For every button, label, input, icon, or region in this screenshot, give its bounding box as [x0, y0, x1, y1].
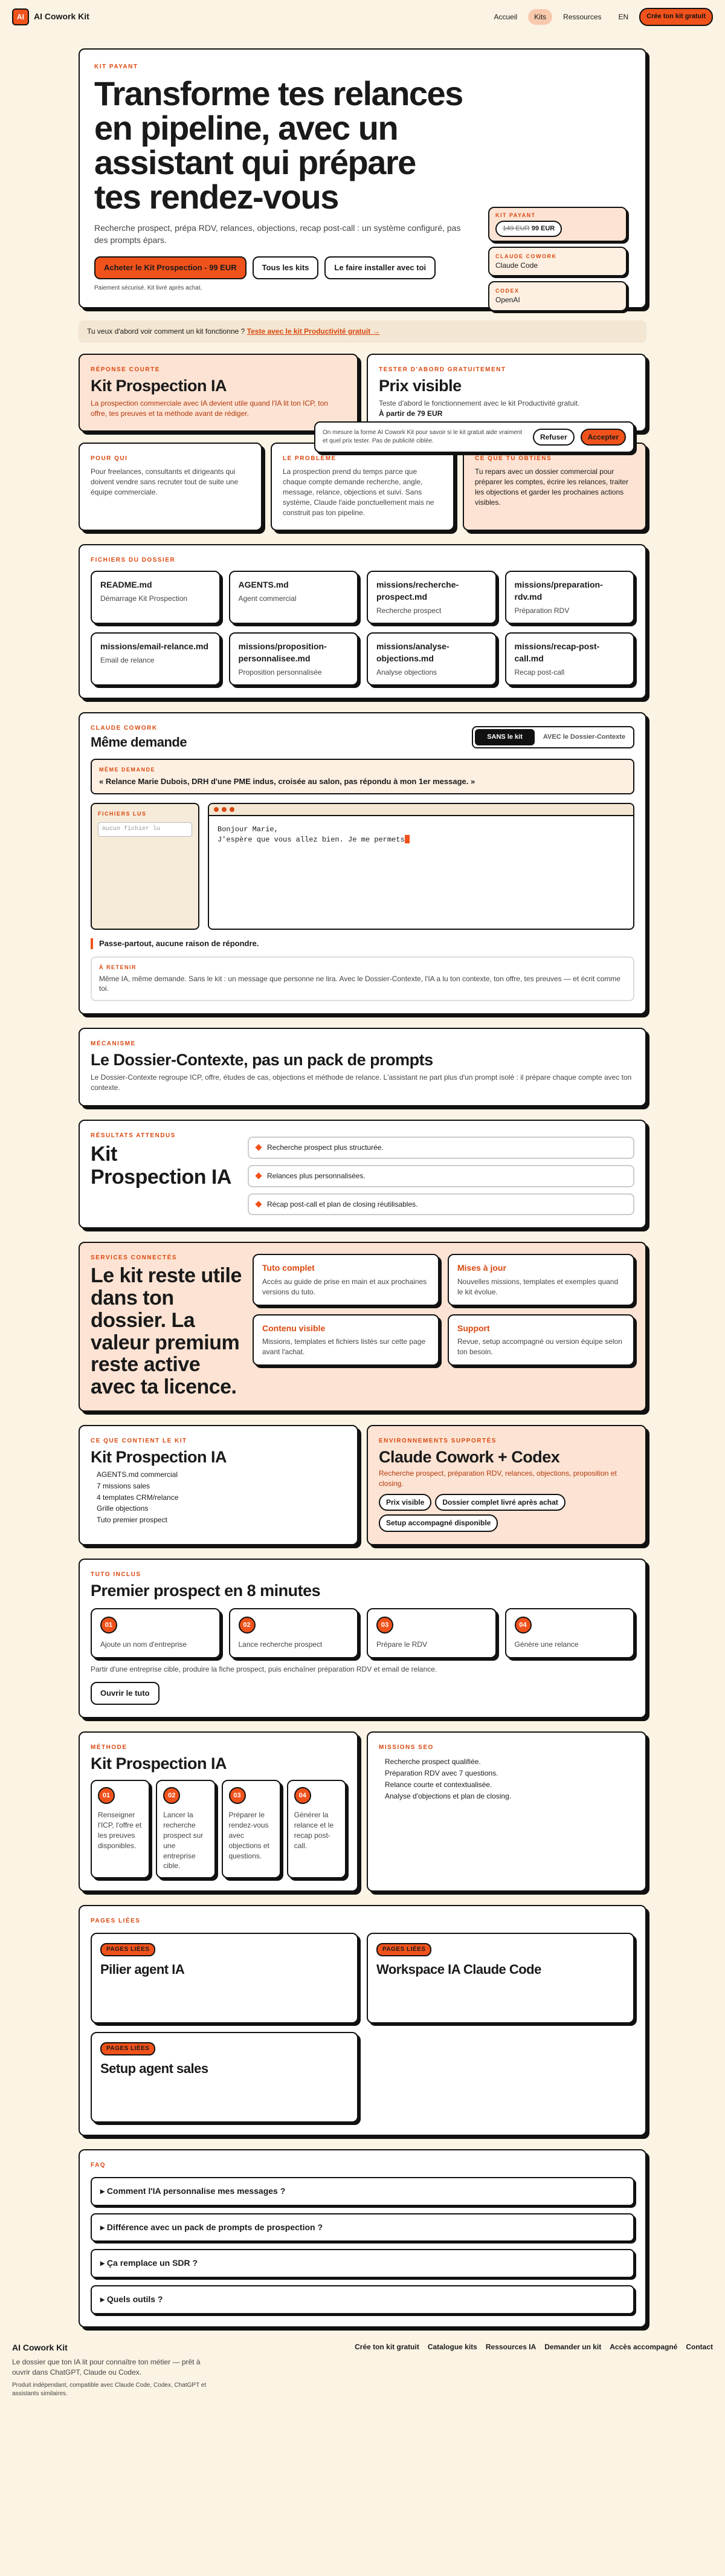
tuto-step [229, 1608, 359, 1658]
files-read-panel [91, 803, 199, 930]
mechanism-kicker: MÉCANISME [91, 1040, 136, 1048]
step-text: Générer la relance et le recap post-call. [294, 1811, 334, 1850]
faq-question: Différence avec un pack de prompts de prospection ? [106, 2222, 323, 2232]
why-text: La prospection prend du temps parce que chaque compte demande recherche, angle, message, relance, objections et suivi. Sans système, Claude l'aide ponctuellement mais ne construit pas ton pipeline. [283, 467, 434, 517]
step-number: 02 [239, 1617, 256, 1634]
related-badge: PAGES LIÉES [100, 2042, 155, 2055]
why-text: Tu repars avec un dossier commercial pour préparer les comptes, écrire les relances, traiter les objections et garder les prochaines actions visibles. [475, 467, 629, 507]
tuto-step [505, 1608, 635, 1658]
request-kicker: MÊME DEMANDE [99, 767, 156, 773]
short-kicker: RÉPONSE COURTE [91, 366, 160, 373]
method-title: Kit Prospection IA [91, 1754, 227, 1773]
env-pill: Dossier complet livré après achat [435, 1494, 565, 1511]
files-section [79, 544, 646, 699]
result-item [248, 1193, 634, 1216]
nav-link-accueil[interactable]: Accueil [494, 12, 518, 21]
env1-value: Claude Code [495, 261, 538, 270]
env1-label: CLAUDE COWORK [495, 253, 557, 259]
contents-kicker: CE QUE CONTIENT LE KIT [91, 1437, 187, 1444]
faq-question: Quels outils ? [106, 2294, 163, 2304]
step-text: Prépare le RDV [376, 1640, 428, 1649]
faq-item[interactable] [91, 2213, 634, 2242]
demo-section [79, 712, 646, 1014]
service-title: Tuto complet [262, 1263, 315, 1273]
file-card[interactable] [229, 571, 359, 624]
files-read-kicker: FICHIERS LUS [98, 810, 147, 817]
tuto-section [79, 1559, 646, 1718]
service-text: Accès au guide de prise en main et aux prochaines versions du tuto. [262, 1277, 427, 1296]
seo-item: Préparation RDV avec 7 questions. [385, 1768, 498, 1777]
toggle-with-kit[interactable]: AVEC le Dossier-Contexte [543, 733, 625, 741]
method-card [79, 1731, 358, 1892]
env-pill: Prix visible [379, 1494, 431, 1511]
service-card [253, 1254, 439, 1305]
results-kicker: RÉSULTATS ATTENDUS [91, 1132, 176, 1139]
file-name: missions/preparation-rdv.md [514, 580, 603, 602]
service-card [448, 1254, 634, 1305]
retain-text: Même IA, même demande. Sans le kit : un message que personne ne lira. Avec le Dossier-Contexte, l'IA a lu ton contexte, ton offre, tes preuves — et écrit comme toi. [99, 974, 620, 993]
short-answer-card [79, 354, 358, 432]
result-item [248, 1165, 634, 1187]
footer-link[interactable]: Accès accompagné [610, 2342, 678, 2351]
demo-request [91, 759, 634, 794]
file-desc: Email de relance [100, 656, 155, 664]
price-label: KIT PAYANT [495, 212, 536, 218]
related-card[interactable] [91, 1933, 358, 2023]
file-desc: Recap post-call [514, 667, 565, 676]
results-title: Kit Prospection IA [91, 1143, 231, 1189]
hero-subtitle: Recherche prospect, prépa RDV, relances, objections, recap post-call : un système configuré, pas des prompts épars. [94, 223, 461, 245]
secure-note: Paiement sécurisé. Kit livré après achat. [94, 284, 202, 291]
env2-label: CODEX [495, 288, 520, 294]
price-card [488, 207, 627, 242]
short-title: Kit Prospection IA [91, 376, 227, 395]
faq-question: Ça remplace un SDR ? [106, 2258, 198, 2268]
envs-text: Recherche prospect, préparation RDV, relances, objections, proposition et closing. [379, 1468, 617, 1488]
mechanism-section [79, 1028, 646, 1106]
file-desc: Proposition personnalisée [238, 667, 322, 676]
footer-legal: Produit indépendant, compatible avec Claude Code, Codex, ChatGPT et assistants similaires. [12, 2381, 207, 2397]
price-pill [495, 221, 562, 237]
seo-item: Analyse d'objections et plan de closing. [385, 1791, 512, 1800]
diamond-icon [255, 1201, 262, 1207]
step-text: Renseigner l'ICP, l'offre et les preuves disponibles. [98, 1811, 142, 1850]
services-title: Le kit reste utile dans ton dossier. La valeur premium reste active avec ta licence. [91, 1264, 242, 1398]
request-text: « Relance Marie Dubois, DRH d'une PME indus, croisée au salon, pas répondu à mon 1er message. » [99, 776, 475, 786]
output-line: Bonjour Marie, [218, 825, 279, 834]
faq-item[interactable] [91, 2249, 634, 2278]
results-section [79, 1120, 646, 1228]
seo-item: Relance courte et contextualisée. [385, 1780, 492, 1789]
service-title: Contenu visible [262, 1323, 326, 1333]
step-number: 01 [98, 1787, 115, 1804]
footer-link[interactable]: Contact [686, 2342, 713, 2351]
file-card[interactable] [229, 632, 359, 686]
contents-card [79, 1425, 358, 1545]
content-item: AGENTS.md commercial [97, 1470, 178, 1479]
nav-link-ressources[interactable]: Ressources [563, 12, 602, 21]
cookie-text: On mesure la forme AI Cowork Kit pour savoir si le kit gratuit aide vraiment et quel prix tester. Pas de publicité ciblée. [323, 429, 523, 444]
file-name: missions/analyse-objections.md [376, 641, 450, 663]
services-section [79, 1242, 646, 1411]
caret-right-icon: ▸ [100, 2222, 107, 2232]
file-desc: Analyse objections [376, 667, 437, 676]
seo-kicker: MISSIONS SEO [379, 1744, 434, 1751]
related-card[interactable] [91, 2032, 358, 2123]
faq-question: Comment l'IA personnalise mes messages ? [106, 2186, 286, 2196]
content-item: Tuto premier prospect [97, 1516, 167, 1525]
files-kicker: FICHIERS DU DOSSIER [91, 557, 176, 564]
faq-item[interactable] [91, 2285, 634, 2314]
service-title: Mises à jour [457, 1263, 506, 1273]
window-dots [209, 804, 633, 816]
result-text: Récap post-call et plan de closing réutilisables. [267, 1199, 418, 1209]
toggle-without-kit[interactable]: SANS le kit [475, 729, 535, 745]
related-title: Pilier agent IA [100, 1962, 185, 1977]
why-kicker: LE PROBLÈME [283, 455, 337, 462]
demo-verdict: Passe-partout, aucune raison de répondre. [91, 938, 634, 949]
step-text: Préparer le rendez-vous avec objections et questions. [228, 1811, 269, 1860]
footer-text: Le dossier que ton IA lit pour connaître ton métier — prêt à ouvrir dans ChatGPT, Claude ou Codex. [12, 2358, 201, 2376]
price-new: 99 EUR [531, 224, 555, 232]
why-text: Pour freelances, consultants et dirigeants qui doivent vendre sans recruter tout de suite une équipe commerciale. [91, 467, 239, 497]
caret-right-icon: ▸ [100, 2186, 107, 2196]
retain-kicker: À RETENIR [99, 964, 137, 970]
cookie-refuse-button[interactable]: Refuser [533, 429, 575, 446]
related-title: Workspace IA Claude Code [376, 1962, 541, 1977]
env-pill: Setup accompagné disponible [379, 1514, 498, 1532]
hero-kicker: KIT PAYANT [94, 63, 138, 70]
file-card[interactable] [505, 632, 635, 686]
step-text: Génère une relance [514, 1640, 579, 1649]
brand-logo[interactable] [12, 8, 89, 25]
why-card-problem [271, 443, 454, 531]
free-kicker: TESTER D'ABORD GRATUITEMENT [379, 366, 506, 373]
service-card [253, 1314, 439, 1366]
all-kits-button[interactable]: Tous les kits [253, 256, 319, 279]
tuto-step [91, 1608, 221, 1658]
footer-link[interactable]: Demander un kit [544, 2342, 602, 2351]
service-text: Revue, setup accompagné ou version équipe selon ton besoin. [457, 1337, 622, 1356]
related-card[interactable] [367, 1933, 634, 2023]
method-step [222, 1780, 281, 1878]
step-number: 04 [294, 1787, 311, 1804]
step-number: 03 [376, 1617, 393, 1634]
top-nav [0, 0, 725, 34]
file-desc: Démarrage Kit Prospection [100, 594, 188, 603]
file-card[interactable] [505, 571, 635, 624]
short-text: La prospection commerciale avec IA devient utile quand l'IA lit ton ICP, ton offre, tes preuves et ta méthode avant de rédiger. [91, 398, 328, 418]
step-number: 04 [515, 1617, 532, 1634]
tuto-kicker: TUTO INCLUS [91, 1571, 141, 1578]
cookie-accept-button[interactable]: Accepter [581, 429, 626, 446]
file-name: README.md [100, 580, 152, 590]
result-text: Relances plus personnalisées. [267, 1171, 366, 1180]
related-badge: PAGES LIÉES [376, 1943, 431, 1956]
step-number: 01 [100, 1617, 117, 1634]
service-title: Support [457, 1323, 490, 1333]
file-desc: Recherche prospect [376, 606, 442, 615]
files-none: Aucun fichier lu [98, 822, 192, 837]
step-number: 03 [229, 1787, 246, 1804]
faq-kicker: FAQ [91, 2162, 106, 2169]
related-badge: PAGES LIÉES [100, 1943, 155, 1956]
related-kicker: PAGES LIÉES [91, 1918, 141, 1925]
method-step [287, 1780, 346, 1878]
envs-kicker: ENVIRONNEMENTS SUPPORTÉS [379, 1437, 497, 1444]
install-button[interactable]: Le faire installer avec toi [324, 256, 436, 279]
env2-value: OpenAI [495, 295, 520, 304]
file-desc: Préparation RDV [514, 606, 570, 615]
why-card-who [79, 443, 262, 531]
step-text: Lance recherche prospect [238, 1640, 323, 1649]
free-title: Prix visible [379, 376, 462, 395]
related-title: Setup agent sales [100, 2061, 208, 2077]
service-text: Missions, templates et fichiers listés sur cette page avant l'achat. [262, 1337, 426, 1356]
faq-section [79, 2149, 646, 2327]
file-name: AGENTS.md [238, 580, 289, 590]
service-text: Nouvelles missions, templates et exemples quand le kit évolue. [457, 1277, 619, 1296]
contents-title: Kit Prospection IA [91, 1447, 227, 1466]
file-name: missions/recherche-prospect.md [376, 580, 459, 602]
why-card-outcome [463, 443, 646, 531]
step-number: 02 [163, 1787, 180, 1804]
content-item: Grille objections [97, 1504, 149, 1513]
method-step [91, 1780, 150, 1878]
seo-card [367, 1731, 646, 1892]
result-text: Recherche prospect plus structurée. [267, 1143, 384, 1152]
teaser-text: Tu veux d'abord voir comment un kit fonctionne ? [87, 326, 245, 336]
free-text: Teste d'abord le fonctionnement avec le kit Productivité gratuit. [379, 398, 580, 407]
diamond-icon [255, 1173, 262, 1179]
file-card[interactable] [367, 632, 497, 686]
content-item: 7 missions sales [97, 1481, 150, 1490]
tuto-title: Premier prospect en 8 minutes [91, 1582, 321, 1600]
footer-brand: AI Cowork Kit [12, 2342, 68, 2352]
method-kicker: MÉTHODE [91, 1744, 127, 1751]
footer-link[interactable]: Catalogue kits [427, 2342, 477, 2351]
file-card[interactable] [91, 571, 221, 624]
file-card[interactable] [367, 571, 497, 624]
content-item: 4 templates CRM/relance [97, 1493, 179, 1502]
output-line: J'espère que vous allez bien. Je me permets [218, 835, 405, 844]
price-old: 149 EUR [503, 224, 530, 232]
faq-item[interactable] [91, 2177, 634, 2206]
teaser-link[interactable]: Teste avec le kit Productivité gratuit → [246, 326, 380, 336]
hero-side-panel [488, 207, 627, 311]
step-text: Ajoute un nom d'entreprise [100, 1640, 187, 1649]
envs-title: Claude Cowork + Codex [379, 1447, 560, 1466]
mechanism-text: Le Dossier-Contexte regroupe ICP, offre, études de cas, objections et méthode de relance. L'assistant ne part plus d'un prompt isolé : il prépare chaque compte avec ton contexte. [91, 1073, 632, 1092]
retain-box [91, 956, 634, 1001]
env-card-claude [488, 247, 627, 276]
nav-cta-button[interactable]: Crée ton kit gratuit [639, 8, 713, 25]
hero-title: Transforme tes relances en pipeline, avec un assistant qui prépare tes rendez-vous [94, 74, 463, 216]
envs-card [367, 1425, 646, 1545]
free-card [367, 354, 646, 432]
caret-right-icon: ▸ [100, 2294, 107, 2304]
buy-button[interactable]: Acheter le Kit Prospection - 99 EUR [94, 256, 246, 279]
teaser-bar [79, 320, 646, 343]
demo-kicker: CLAUDE COWORK [91, 725, 158, 732]
tuto-step [367, 1608, 497, 1658]
why-kicker: CE QUE TU OBTIENS [475, 455, 552, 462]
result-item [248, 1137, 634, 1159]
services-kicker: SERVICES CONNECTÉS [91, 1254, 177, 1262]
nav-link-lang[interactable]: EN [618, 12, 629, 21]
demo-toggle [472, 726, 634, 748]
step-text: Lancer la recherche prospect sur une entreprise cible. [163, 1811, 204, 1870]
env-card-codex [488, 281, 627, 311]
nav-link-kits[interactable]: Kits [528, 9, 552, 25]
seo-item: Recherche prospect qualifiée. [385, 1757, 481, 1767]
service-card [448, 1314, 634, 1366]
cursor [405, 835, 410, 843]
why-kicker: POUR QUI [91, 455, 128, 462]
output-window [208, 803, 634, 930]
logo-mark: AI [12, 8, 29, 25]
file-name: missions/email-relance.md [100, 641, 208, 652]
related-section [79, 1905, 646, 2136]
tuto-text: Partir d'une entreprise cible, produire la fiche prospect, puis enchaîner préparation RDV et email de relance. [91, 1665, 437, 1674]
footer-link[interactable]: Ressources IA [485, 2342, 536, 2351]
caret-right-icon: ▸ [100, 2258, 107, 2268]
demo-title: Même demande [91, 735, 187, 750]
file-name: missions/proposition-personnalisee.md [238, 641, 327, 663]
open-tuto-button[interactable]: Ouvrir le tuto [91, 1682, 160, 1705]
file-card[interactable] [91, 632, 221, 686]
output-text [209, 816, 633, 854]
footer-link[interactable]: Crée ton kit gratuit [355, 2342, 419, 2351]
hero-section [79, 48, 646, 308]
free-price: À partir de 79 EUR [379, 409, 443, 418]
file-name: missions/recap-post-call.md [514, 641, 600, 663]
brand-name: AI Cowork Kit [34, 11, 89, 22]
file-desc: Agent commercial [238, 594, 297, 603]
diamond-icon [255, 1144, 262, 1151]
footer [0, 2328, 725, 2422]
method-step [156, 1780, 215, 1878]
mechanism-title: Le Dossier-Contexte, pas un pack de prompts [91, 1051, 433, 1069]
cookie-banner [314, 421, 634, 453]
